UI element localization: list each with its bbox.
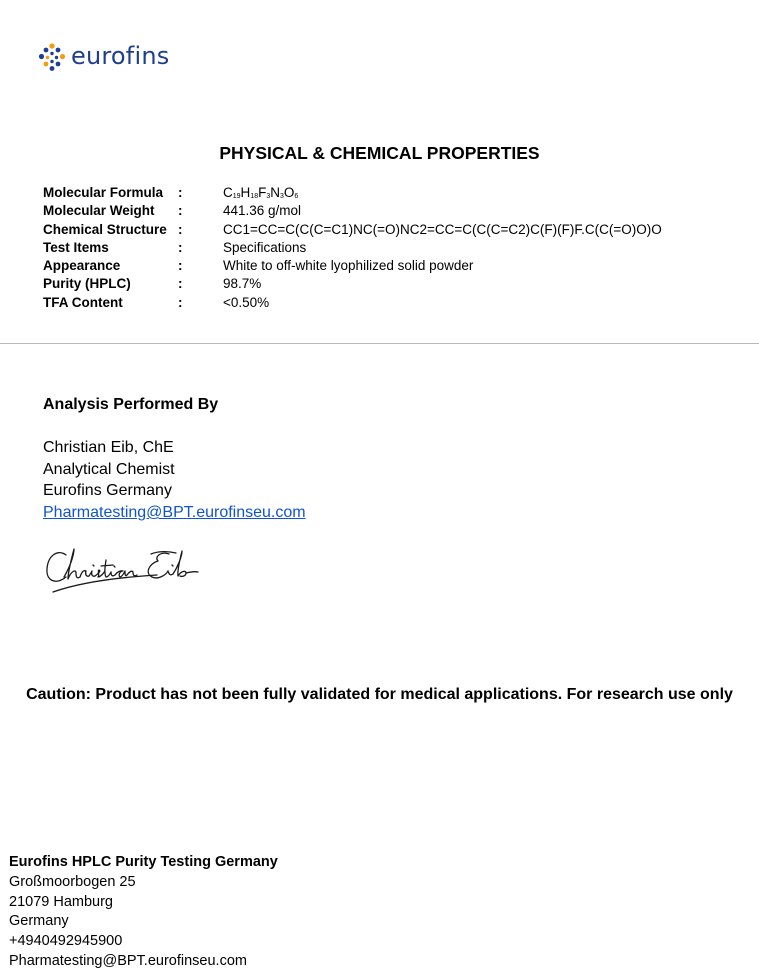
property-label: Test Items xyxy=(43,239,109,255)
property-value: 98.7% xyxy=(223,276,262,292)
logo-wordmark: eurofins xyxy=(71,41,170,70)
property-label: Chemical Structure xyxy=(43,221,167,237)
property-colon: : xyxy=(178,239,183,255)
property-label: Molecular Weight xyxy=(43,203,155,219)
formula-element: H xyxy=(240,185,251,200)
footer-city: 21079 Hamburg xyxy=(9,893,113,910)
molecular-formula-value xyxy=(223,184,298,202)
analyst-email-link[interactable]: Pharmatesting@BPT.eurofinseu.com xyxy=(43,504,306,522)
signature xyxy=(44,543,199,598)
property-label: TFA Content xyxy=(43,294,123,310)
analyst-block xyxy=(43,437,306,524)
property-row xyxy=(43,294,662,312)
property-colon: : xyxy=(178,258,183,274)
property-row xyxy=(43,184,662,202)
formula-element: O xyxy=(283,185,295,200)
formula-element: N xyxy=(270,185,280,200)
footer-phone: +4940492945900 xyxy=(9,933,123,950)
property-colon: : xyxy=(178,294,183,310)
footer-address xyxy=(9,853,278,972)
analyst-name: Christian Eib, ChE xyxy=(43,439,174,456)
formula-count: 6 xyxy=(294,193,299,200)
property-colon: : xyxy=(178,276,183,292)
property-value: 441.36 g/mol xyxy=(223,203,302,219)
property-label: Molecular Formula xyxy=(43,185,164,200)
formula-count: 3 xyxy=(266,193,271,200)
property-value: Specifications xyxy=(223,239,307,255)
footer-street: Großmoorbogen 25 xyxy=(9,873,136,890)
property-row xyxy=(43,221,662,239)
footer-company: Eurofins HPLC Purity Testing Germany xyxy=(9,854,278,870)
analysis-heading: Analysis Performed By xyxy=(43,396,219,413)
eurofins-logo xyxy=(38,40,169,74)
property-colon: : xyxy=(178,221,183,237)
section-title: PHYSICAL & CHEMICAL PROPERTIES xyxy=(219,143,540,163)
property-row xyxy=(43,202,662,220)
formula-count: 18 xyxy=(250,193,259,200)
property-colon: : xyxy=(178,185,183,200)
eurofins-dots-icon xyxy=(38,43,66,71)
analyst-title: Analytical Chemist xyxy=(43,460,175,478)
section-divider xyxy=(0,343,759,344)
property-row xyxy=(43,275,662,293)
property-row xyxy=(43,239,662,257)
property-value: White to off-white lyophilized solid powder xyxy=(223,258,474,274)
formula-count: 3 xyxy=(280,193,284,200)
formula-element: C xyxy=(223,185,233,200)
caution-notice: Caution: Product has not been fully validated for medical applications. For research use only xyxy=(26,686,733,703)
formula-element: F xyxy=(258,185,267,200)
property-colon: : xyxy=(178,203,183,219)
property-value: <0.50% xyxy=(223,294,270,310)
property-label: Appearance xyxy=(43,258,121,274)
footer-country: Germany xyxy=(9,913,69,930)
property-value: CC1=CC=C(C(C=C1)NC(=O)NC2=CC=C(C(C=C2)C(F)(F)F.C(C(=O)O)O xyxy=(223,221,662,237)
property-label: Purity (HPLC) xyxy=(43,276,131,292)
footer-email: Pharmatesting@BPT.eurofinseu.com xyxy=(9,952,247,969)
formula-count: 19 xyxy=(232,193,241,200)
property-row xyxy=(43,257,662,275)
analyst-organization: Eurofins Germany xyxy=(43,482,172,500)
properties-table xyxy=(43,184,662,312)
